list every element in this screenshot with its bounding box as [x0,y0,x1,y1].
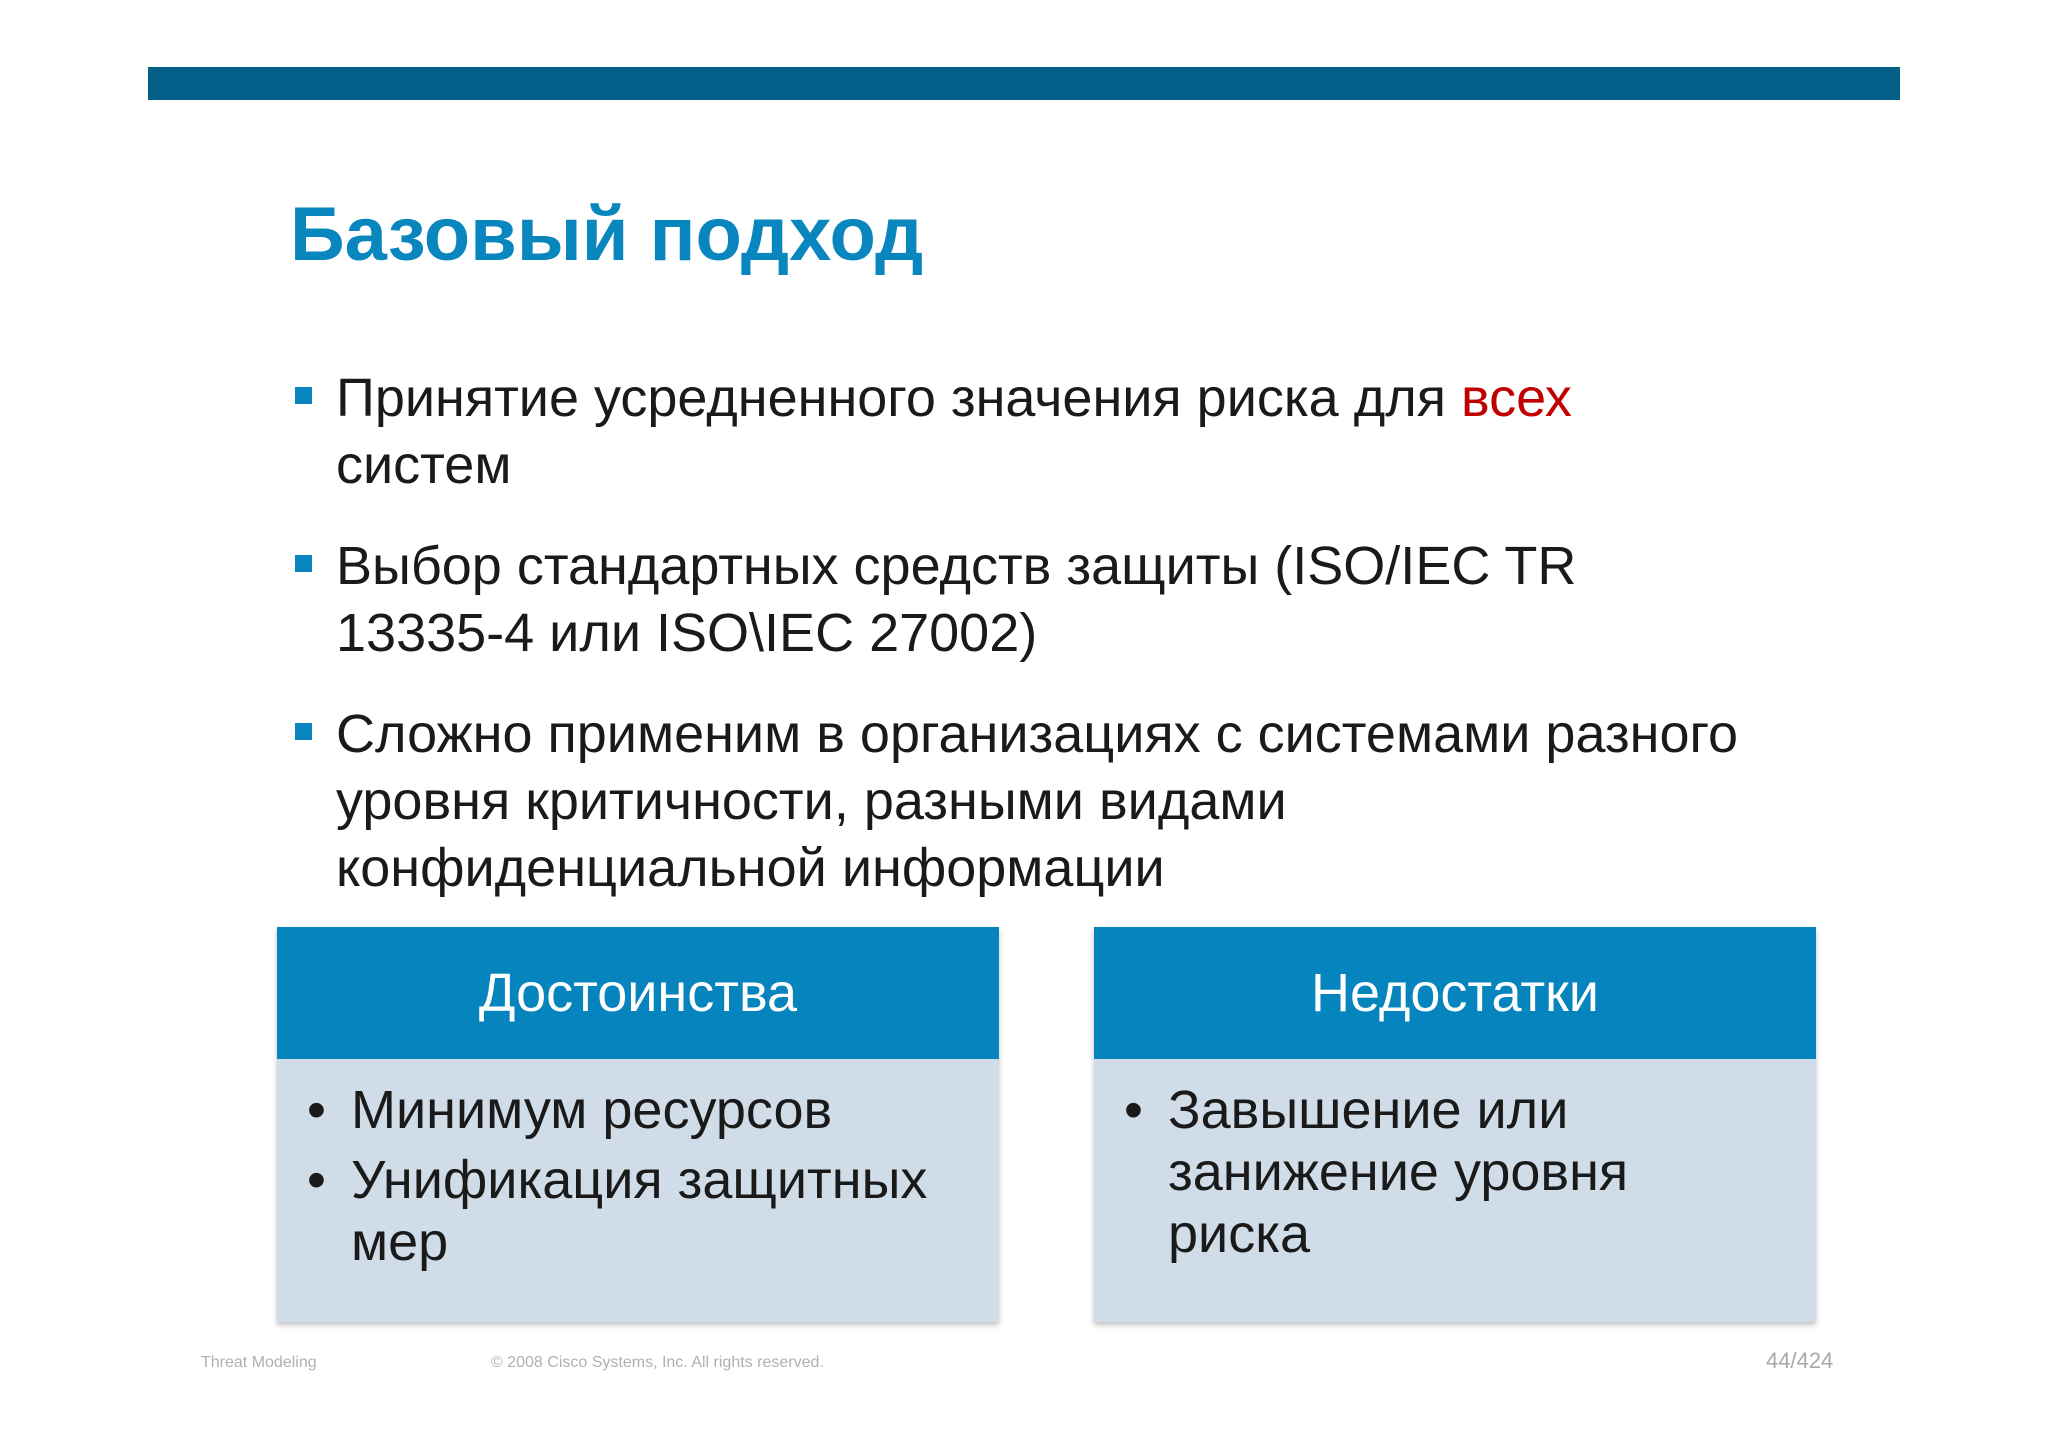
bullet-item [292,365,1742,499]
bullet-dot-icon: • [1124,1080,1143,1140]
pros-header: Достоинства [277,927,999,1059]
bullet-item [292,533,1742,667]
pros-item-text: Минимум ресурсов [351,1080,833,1140]
bullet-list [292,365,1742,936]
top-bar [148,67,1900,100]
square-bullet-icon [295,555,312,572]
bullet-text: Сложно применим в организациях с системами разного уровня критичности, разными видами конфиденциальной информации [336,704,1739,898]
cons-box [1094,927,1816,1322]
square-bullet-icon [295,387,312,404]
pros-item-text: Унификация защитных мер [351,1150,928,1272]
bullet-text: Принятие усредненного значения риска для [336,368,1461,428]
bullet-text: Выбор стандартных средств защиты (ISO/IEC TR 13335-4 или ISO\IEC 27002) [336,536,1577,663]
cons-item-text: Завышение или занижение уровня риска [1168,1080,1629,1264]
cons-item [1124,1079,1776,1265]
square-bullet-icon [295,723,312,740]
footer-label: Threat Modeling [201,1354,317,1371]
pros-box [277,927,999,1322]
cons-header: Недостатки [1094,927,1816,1059]
slide-title: Базовый подход [290,192,924,277]
footer-copyright: © 2008 Cisco Systems, Inc. All rights reserved. [491,1354,824,1371]
bullet-item [292,701,1742,902]
pros-item [307,1149,959,1273]
bullet-text-after: систем [336,435,512,495]
pros-list [277,1059,999,1273]
pros-item [307,1079,959,1141]
bullet-dot-icon: • [307,1150,326,1210]
bullet-dot-icon: • [307,1080,326,1140]
bullet-highlight: всех [1460,368,1572,428]
page-number: 44/424 [1766,1348,1834,1373]
cons-list [1094,1059,1816,1265]
